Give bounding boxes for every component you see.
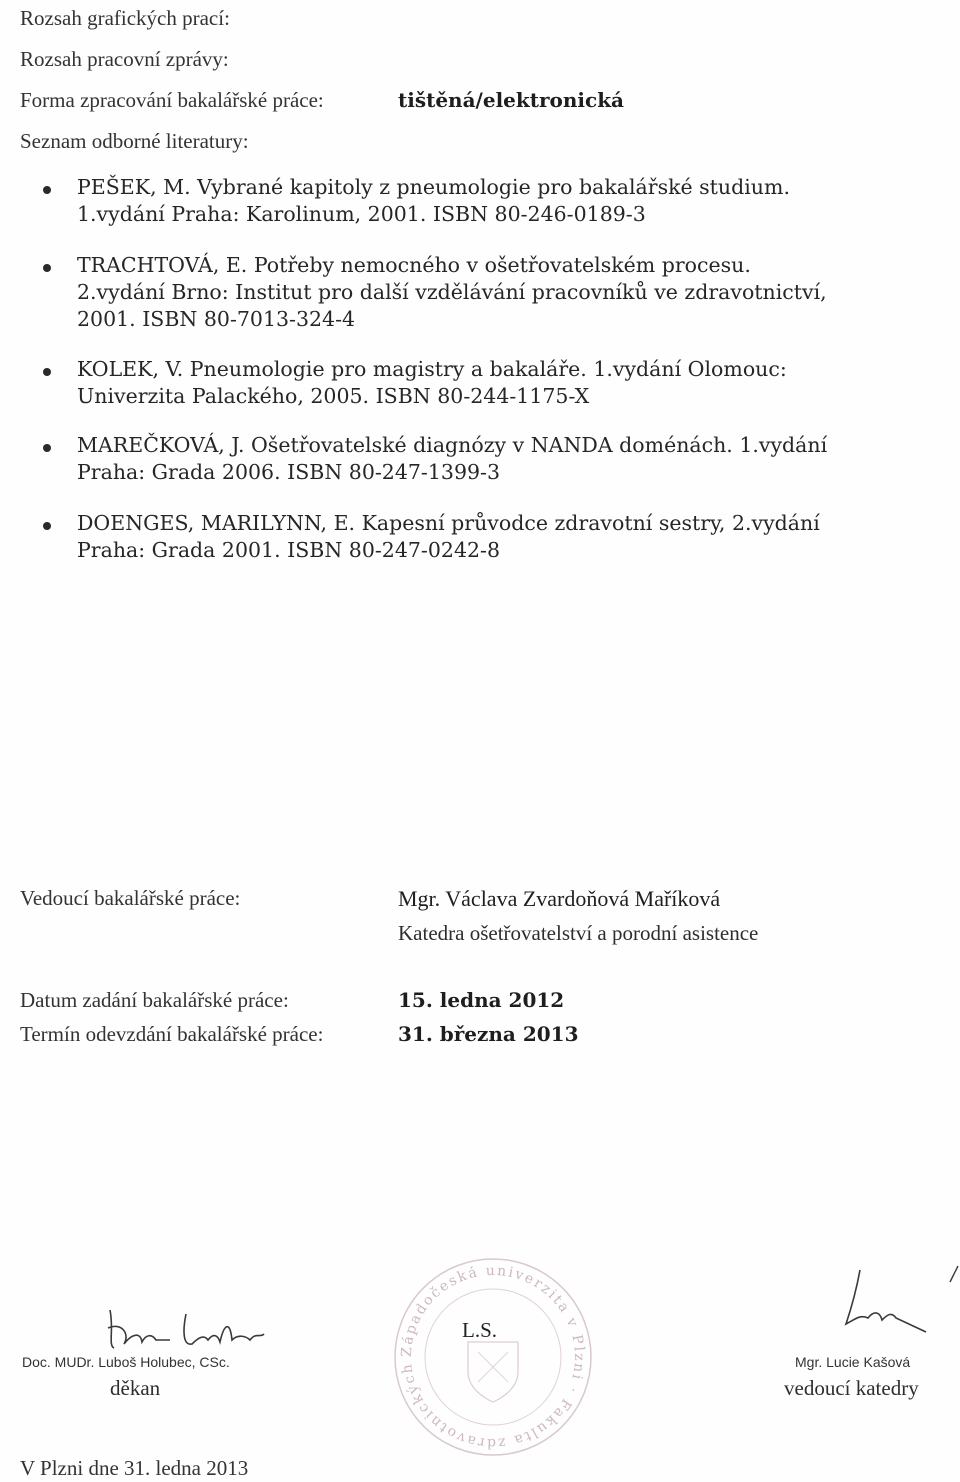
head-title: vedoucí katedry — [784, 1376, 919, 1400]
reference-line: Praha: Grada 2006. ISBN 80-247-1399-3 — [77, 460, 500, 484]
dean-title: děkan — [110, 1376, 161, 1400]
stamp-seal-icon — [388, 1252, 598, 1462]
forma-value: tištěná/elektronická — [398, 88, 625, 112]
bullet-icon — [43, 522, 51, 530]
bullet-icon — [43, 444, 51, 452]
rozsah-graficke-label: Rozsah grafických prací: — [20, 6, 230, 30]
place-date: V Plzni dne 31. ledna 2013 — [20, 1456, 249, 1480]
forma-label: Forma zpracování bakalářské práce: — [20, 88, 324, 112]
svg-text:Západočeská univerzita v Plzni — [388, 1252, 587, 1451]
stamp-ring-text: Západočeská univerzita v Plzni · Fakulta zdravotnických — [398, 1262, 588, 1452]
reference-line: MAREČKOVÁ, J. Ošetřovatelské diagnózy v NANDA doménách. 1.vydání — [77, 433, 828, 457]
dean-name: Doc. MUDr. Luboš Holubec, CSc. — [22, 1354, 230, 1370]
reference-line: PEŠEK, M. Vybrané kapitoly z pneumologie pro bakalářské studium. — [77, 175, 790, 199]
reference-line: 2.vydání Brno: Institut pro další vzdělávání pracovníků ve zdravotnictví, — [77, 280, 827, 304]
due-date-label: Termín odevzdání bakalářské práce: — [20, 1022, 324, 1046]
reference-line: 1.vydání Praha: Karolinum, 2001. ISBN 80-246-0189-3 — [77, 202, 646, 226]
dean-signature-icon — [100, 1300, 280, 1360]
head-name: Mgr. Lucie Kašová — [795, 1354, 911, 1370]
official-stamp — [388, 1252, 598, 1462]
assigned-date-value: 15. ledna 2012 — [398, 988, 565, 1012]
rozsah-zpravy-label: Rozsah pracovní zprávy: — [20, 47, 229, 71]
reference-line: 2001. ISBN 80-7013-324-4 — [77, 307, 356, 331]
literatura-label: Seznam odborné literatury: — [20, 129, 249, 153]
reference-line: TRACHTOVÁ, E. Potřeby nemocného v ošetřovatelském procesu. — [77, 253, 751, 277]
supervisor-label: Vedoucí bakalářské práce: — [20, 886, 241, 910]
bullet-icon — [43, 264, 51, 272]
due-date-value: 31. března 2013 — [398, 1022, 579, 1046]
assigned-date-label: Datum zadání bakalářské práce: — [20, 988, 289, 1012]
supervisor-name: Mgr. Václava Zvardoňová Maříková — [398, 886, 721, 911]
bullet-icon — [43, 186, 51, 194]
head-signature-icon — [830, 1262, 960, 1342]
reference-line: DOENGES, MARILYNN, E. Kapesní průvodce zdravotní sestry, 2.vydání — [77, 511, 820, 535]
bullet-icon — [43, 368, 51, 376]
reference-line: Univerzita Palackého, 2005. ISBN 80-244-1175-X — [77, 384, 590, 408]
reference-line: KOLEK, V. Pneumologie pro magistry a bakaláře. 1.vydání Olomouc: — [77, 357, 787, 381]
stamp-ls: L.S. — [462, 1318, 498, 1342]
supervisor-department: Katedra ošetřovatelství a porodní asistence — [398, 921, 759, 945]
reference-line: Praha: Grada 2001. ISBN 80-247-0242-8 — [77, 538, 500, 562]
